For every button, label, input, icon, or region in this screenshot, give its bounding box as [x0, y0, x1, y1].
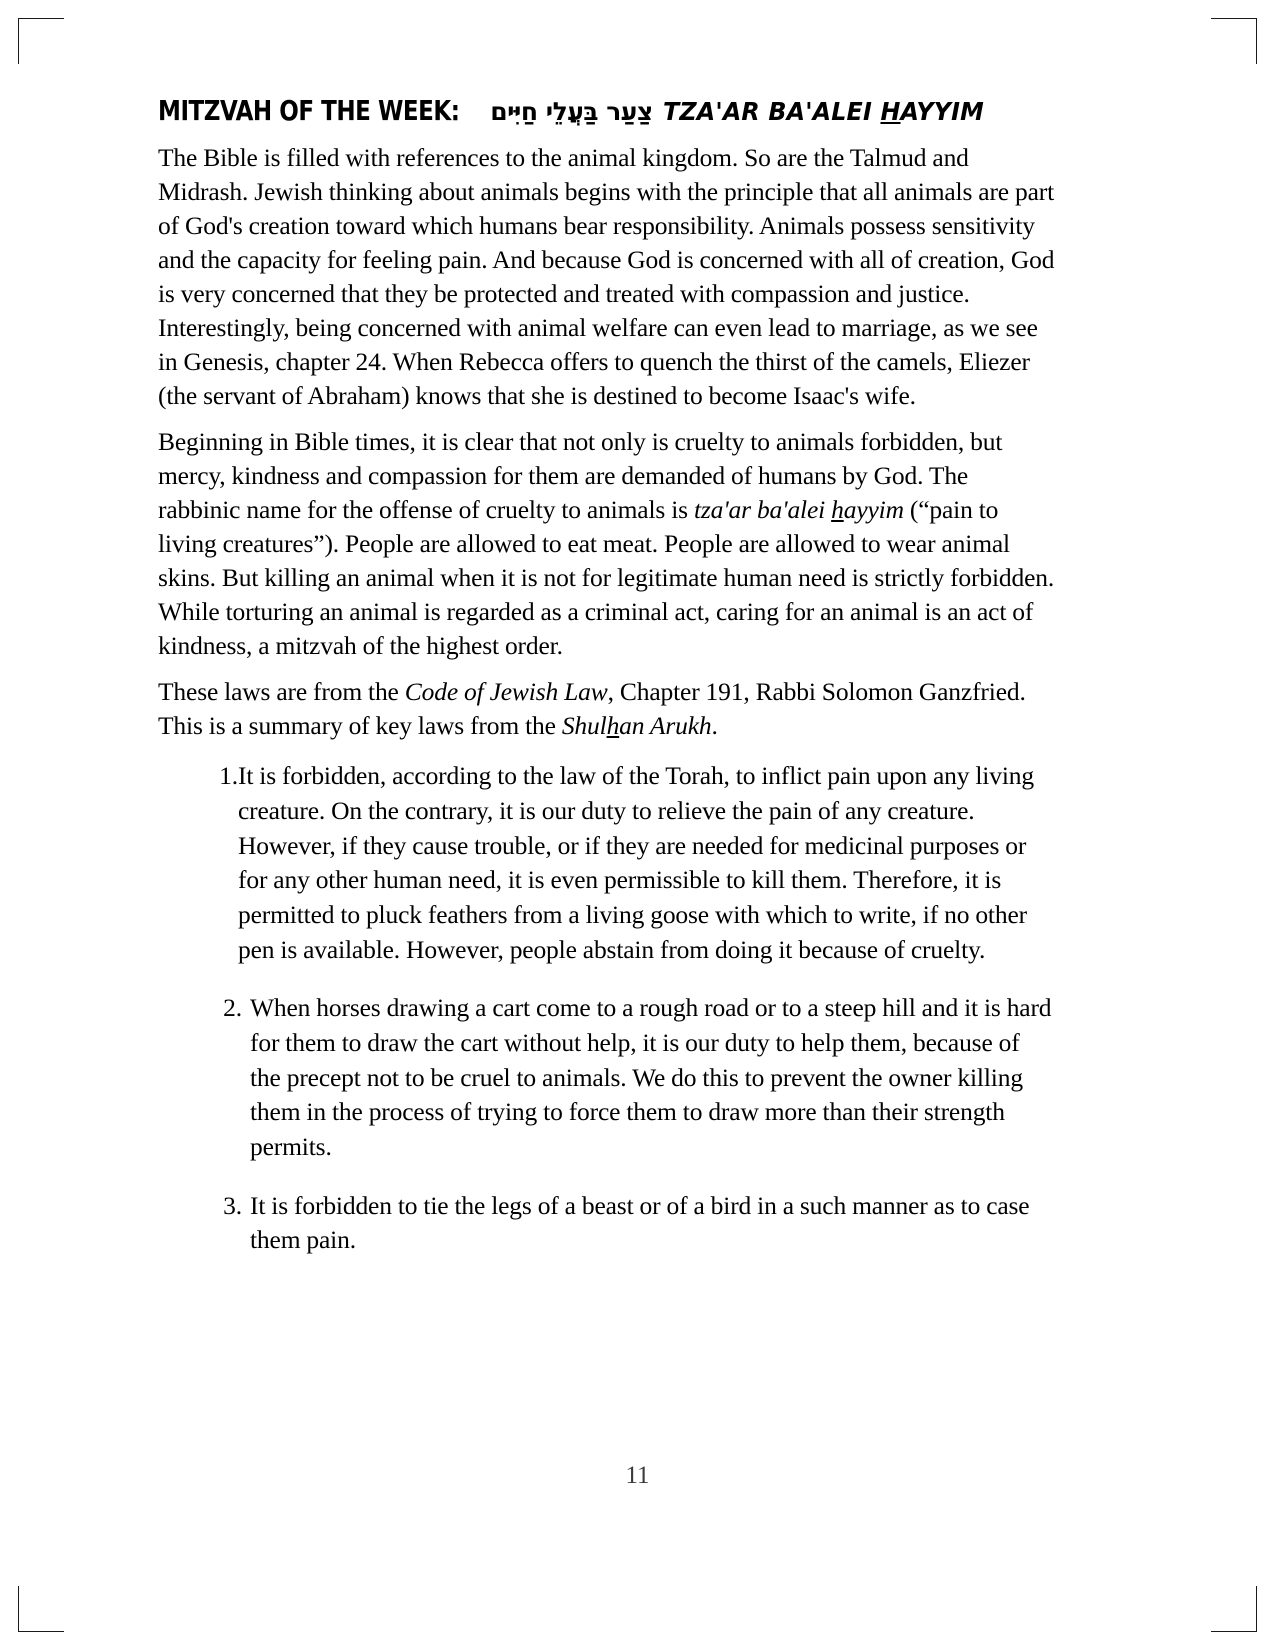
book-title-shulhan-arukh — [562, 711, 712, 740]
source-part3: . — [711, 711, 718, 741]
rabbinic-name-part2: (“pain to living creatures”). People are allowed to eat meat. People are allowed to wear animal skins. But killing an animal when it is not for legitimate human need is strictly forbidden. While torturing an animal is regarded as a criminal act, caring for an animal is an act of kindness, a mitzvah of the highest order. — [158, 495, 1055, 661]
source-part2: , Chapter 191, Rabbi Solomon Ganzfried. This is a summary of key laws from the — [158, 677, 1026, 741]
page-number: 11 — [625, 1462, 650, 1489]
laws-list — [158, 759, 1056, 1258]
italic-phrase-tzaar-baalei-hayyim — [694, 495, 904, 524]
crop-mark-bottom-right — [1197, 1572, 1257, 1632]
paragraph-rabbinic-name — [158, 425, 1056, 663]
list-item-text: It is forbidden to tie the legs of a beast or of a bird in a such manner as to case them pain. — [250, 1190, 1030, 1255]
crop-mark-bottom-left — [18, 1572, 78, 1632]
crop-mark-top-right — [1197, 18, 1257, 78]
transliteration-underlined-h: H — [880, 97, 901, 126]
shulhan-arukh-underlined-h: h — [606, 711, 620, 741]
italic-phrase-post: ayyim — [843, 495, 904, 525]
list-item-text: It is forbidden, according to the law of the Torah, to inflict pain upon any living creature. On the contrary, it is our duty to relieve the pain of any creature. However, if they cause trouble, or if they are needed for medicinal purposes or for any other human need, it is even permissible to kill them. Therefore, it is permitted to pluck feathers from a living goose with which to write, if no other pen is available. However, people abstain from doing it because of cruelty. — [238, 761, 1034, 964]
list-item-number: 3. — [223, 1190, 242, 1220]
italic-phrase-underlined-h: h — [831, 495, 844, 525]
transliteration-post: AYYIM — [900, 97, 984, 126]
italic-phrase-pre: tza'ar ba'alei — [693, 495, 832, 525]
rabbinic-name-part1: Beginning in Bible times, it is clear that not only is cruelty to animals forbidden, but mercy, kindness and compassion for them are demanded of humans by God. The rabbinic name for the offense of cruelty to animals is — [158, 427, 1003, 525]
paragraph-source — [158, 675, 1056, 743]
list-item — [158, 759, 1056, 967]
shulhan-arukh-post: an Arukh — [619, 711, 712, 741]
page-title — [158, 96, 1056, 127]
book-title-code-of-jewish-law: Code of Jewish Law — [404, 677, 608, 707]
source-part1: These laws are from the — [158, 677, 405, 707]
page-content — [158, 96, 1056, 1258]
paragraph-intro: The Bible is filled with references to the animal kingdom. So are the Talmud and Midrash. Jewish thinking about animals begins with the principle that all animals are part of God's creation toward which humans bear responsibility. Animals possess sensitivity and the capacity for feeling pain. And because God is concerned with all of creation, God is very concerned that they be protected and treated with compassion and justice. Interestingly, being concerned with animal welfare can even lead to marriage, as we see in Genesis, chapter 24. When Rebecca offers to quench the thirst of the camels, Eliezer (the servant of Abraham) knows that she is destined to become Isaac's wife. — [158, 142, 1055, 411]
list-item-number: 1. — [219, 761, 238, 791]
crop-mark-top-left — [18, 18, 78, 78]
page-title-hebrew: צַעַר בַּעֲלֵי חַיִּים — [490, 97, 653, 126]
list-item — [158, 1189, 1056, 1258]
list-item — [158, 991, 1056, 1164]
list-item-number: 2. — [223, 993, 242, 1023]
page-title-english: MITZVAH OF THE WEEK: — [158, 95, 460, 127]
list-item-text: When horses drawing a cart come to a rough road or to a steep hill and it is hard for them to draw the cart without help, it is our duty to help them, because of the precept not to be cruel to animals. We do this to prevent the owner killing them in the process of trying to force them to draw more than their strength permits. — [250, 993, 1052, 1162]
page-title-transliteration — [663, 98, 984, 126]
transliteration-pre: TZA'AR BA'ALEI — [662, 97, 881, 126]
shulhan-arukh-pre: Shul — [561, 711, 607, 741]
